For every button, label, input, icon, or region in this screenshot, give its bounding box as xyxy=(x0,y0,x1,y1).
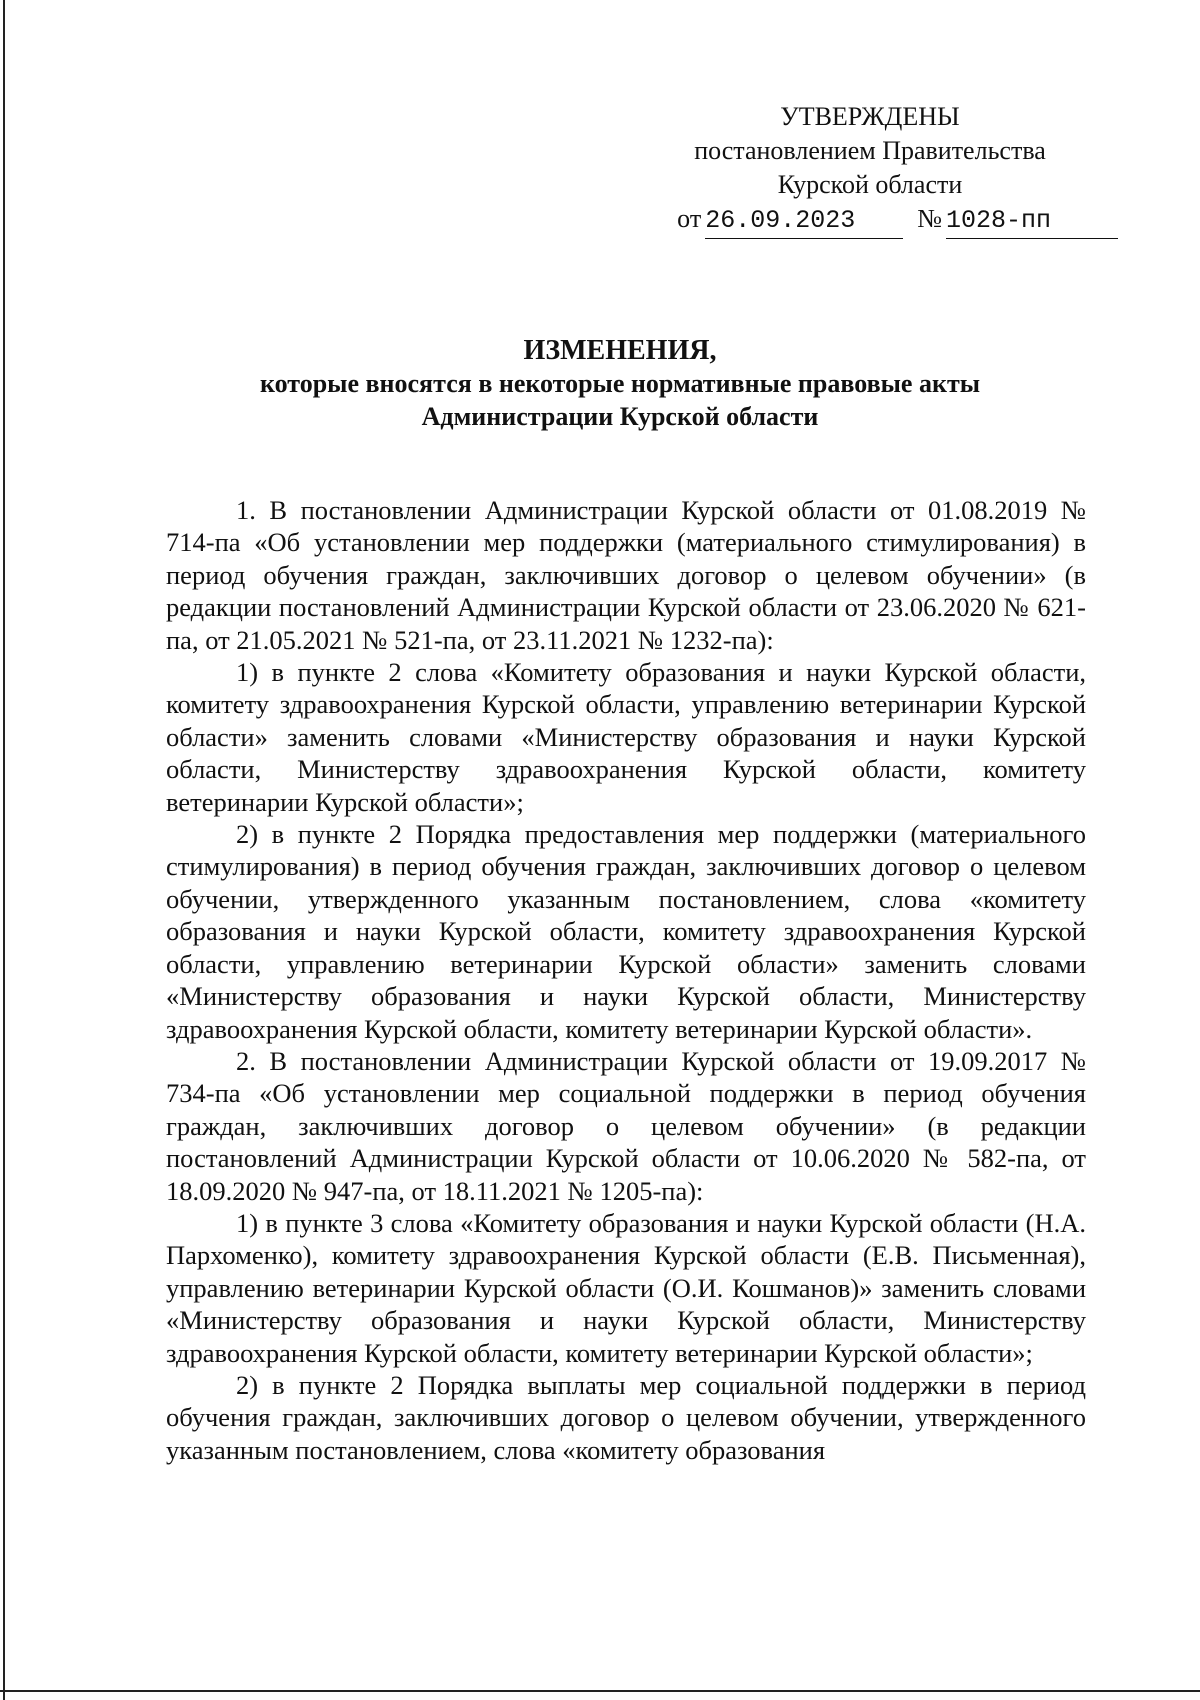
paragraph-2-item-2: 2) в пункте 2 Порядка выплаты мер социальной поддержки в период обучения граждан, заключивших договор о целевом обучении, утвержденного указанным постановлением, слова «комитету образования xyxy=(166,1369,1086,1465)
paragraph-2-item-1: 1) в пункте 3 слова «Комитету образования и науки Курской области (Н.А. Пархоменко), комитету здравоохранения Курской области (Е.В. Письменная), управлению ветеринарии Курской области (О.И. Кошманов)» заменить словами «Министерству образования и науки Курской области, Министерству здравоохранения Курской области, комитету ветеринарии Курской области»; xyxy=(166,1207,1086,1368)
paragraph-1-item-2: 2) в пункте 2 Порядка предоставления мер поддержки (материального стимулирования) в период обучения граждан, заключивших договор о целевом обучении, утвержденного указанным постановлением, слова «комитету образования и науки Курской области, комитету здравоохранения Курской области, управлению ветеринарии Курской области» заменить словами «Министерству образования и науки Курской области, Министерству здравоохранения Курской области, комитету ветеринарии Курской области». xyxy=(166,819,1086,1044)
date-value: 26.09.2023 xyxy=(705,204,903,239)
approval-registration xyxy=(640,202,1118,239)
approval-authority: постановлением Правительства xyxy=(694,136,1046,165)
approval-stamp xyxy=(640,100,1100,239)
paragraph-1-item-1: 1) в пункте 2 слова «Комитету образования и науки Курской области, комитету здравоохранения Курской области, управлению ветеринарии Курской области» заменить словами «Министерству образования и науки Курской области, Министерству здравоохранения Курской области, комитету ветеринарии Курской области»; xyxy=(166,657,1086,817)
scan-edge-left xyxy=(3,0,5,1700)
title-main: ИЗМЕНЕНИЯ, xyxy=(523,335,717,366)
number-label: № xyxy=(917,204,942,233)
title-sub-2: Администрации Курской области xyxy=(421,402,819,431)
paragraph-2: 2. В постановлении Администрации Курской области от 19.09.2017 № 734-па «Об установлении мер социальной поддержки в период обучения граждан, заключивших договор о целевом обучении» (в редакции постановлений Администрации Курской области от 10.06.2020 № 582-па, от 18.09.2020 № 947-па, от 18.11.2021 № 1205-па): xyxy=(166,1045,1086,1206)
approval-status: УТВЕРЖДЕНЫ xyxy=(780,102,960,131)
scan-edge-bottom xyxy=(0,1690,1200,1692)
number-value: 1028-пп xyxy=(946,204,1118,239)
title-sub-1: которые вносятся в некоторые нормативные правовые акты xyxy=(259,369,981,398)
date-label: от xyxy=(677,204,702,233)
document-body xyxy=(166,494,1086,1466)
document-title xyxy=(160,334,1080,433)
paragraph-1: 1. В постановлении Администрации Курской области от 01.08.2019 № 714-па «Об установлении мер поддержки (материального стимулирования) в период обучения граждан, заключивших договор о целевом обучении» (в редакции постановлений Администрации Курской области от 23.06.2020 № 621-па, от 21.05.2021 № 521-па, от 23.11.2021 № 1232-па): xyxy=(166,495,1086,655)
approval-region: Курской области xyxy=(777,170,963,199)
